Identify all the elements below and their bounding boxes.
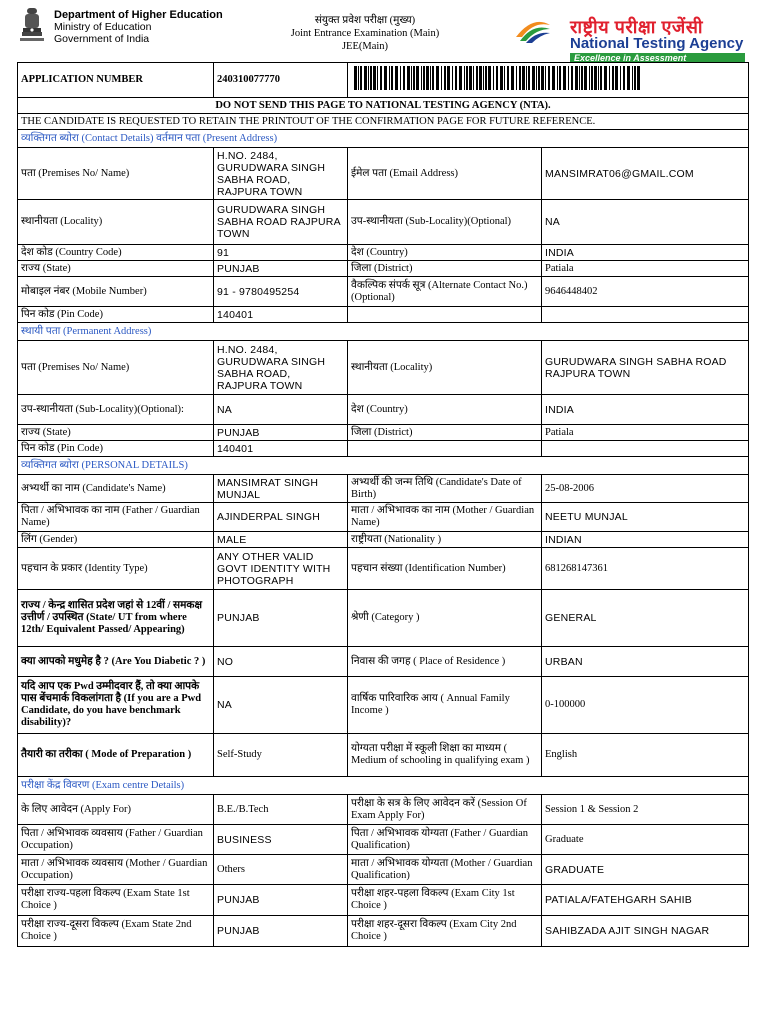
table-row bbox=[18, 307, 749, 323]
barcode-bar bbox=[464, 66, 465, 90]
exam-title-english: Joint Entrance Examination (Main) bbox=[290, 28, 440, 39]
barcode-bar bbox=[360, 66, 362, 90]
field-value: NA bbox=[214, 395, 348, 425]
field-value: AJINDERPAL SINGH bbox=[214, 503, 348, 532]
field-label: देश (Country) bbox=[348, 245, 542, 261]
barcode-bar bbox=[545, 66, 546, 90]
field-label: लिंग (Gender) bbox=[18, 532, 214, 548]
field-value: Graduate bbox=[542, 825, 749, 855]
barcode-bar bbox=[358, 66, 359, 90]
field-label: पिन कोड (Pin Code) bbox=[18, 441, 214, 457]
warning-text: DO NOT SEND THIS PAGE TO NATIONAL TESTING AGENCY (NTA). bbox=[18, 98, 749, 114]
field-label: पिता / अभिभावक व्यवसाय (Father / Guardian Occupation) bbox=[18, 825, 214, 855]
field-label: योग्यता परीक्षा में स्कूली शिक्षा का माध्यम ( Medium of schooling in qualifying exam ) bbox=[348, 734, 542, 777]
field-label: जिला (District) bbox=[348, 425, 542, 441]
field-label: परीक्षा शहर-दूसरा विकल्प (Exam City 2nd Choice ) bbox=[348, 916, 542, 947]
barcode-bar bbox=[552, 66, 555, 90]
barcode-bar bbox=[459, 66, 462, 90]
field-value: MANSIMRAT06@GMAIL.COM bbox=[542, 148, 749, 200]
table-row bbox=[18, 855, 749, 885]
field-value: INDIA bbox=[542, 245, 749, 261]
barcode-bar bbox=[493, 66, 494, 90]
field-value bbox=[214, 341, 348, 395]
field-label: माता / अभिभावक योग्यता (Mother / Guardian Qualification) bbox=[348, 855, 542, 885]
barcode-bar bbox=[598, 66, 599, 90]
field-value bbox=[214, 148, 348, 200]
field-label: पिता / अभिभावक योग्यता (Father / Guardian Qualification) bbox=[348, 825, 542, 855]
field-value: GRADUATE bbox=[542, 855, 749, 885]
barcode-bar bbox=[426, 66, 429, 90]
field-value: 140401 bbox=[214, 441, 348, 457]
table-row bbox=[18, 200, 749, 245]
agency-tagline: Excellence in Assessment bbox=[570, 53, 745, 63]
section-exam-centre: परीक्षा केंद्र विवरण (Exam centre Details) bbox=[18, 777, 749, 795]
table-row bbox=[18, 734, 749, 777]
barcode-image bbox=[352, 65, 644, 91]
nta-logo-icon bbox=[514, 15, 552, 45]
barcode-cell bbox=[348, 63, 749, 98]
barcode-bar bbox=[538, 66, 540, 90]
barcode-bar bbox=[632, 66, 633, 90]
barcode-bar bbox=[436, 66, 439, 90]
field-value: B.E./B.Tech bbox=[214, 795, 348, 825]
field-value: Patiala bbox=[542, 425, 749, 441]
barcode-bar bbox=[496, 66, 498, 90]
nta-wordmark bbox=[570, 18, 745, 63]
government-name: Government of India bbox=[54, 33, 150, 45]
barcode-bar bbox=[444, 66, 446, 90]
field-label: मोबाइल नंबर (Mobile Number) bbox=[18, 277, 214, 307]
barcode-bar bbox=[526, 66, 527, 90]
barcode-bar bbox=[571, 66, 573, 90]
barcode-bar bbox=[413, 66, 415, 90]
ministry-name: Ministry of Education bbox=[54, 21, 152, 33]
barcode-bar bbox=[389, 66, 390, 90]
field-label: परीक्षा राज्य-पहला विकल्प (Exam State 1st Choice ) bbox=[18, 885, 214, 916]
table-row bbox=[18, 148, 749, 200]
agency-name-english: National Testing Agency bbox=[570, 35, 744, 52]
barcode-bar bbox=[579, 66, 580, 90]
field-value: 140401 bbox=[214, 307, 348, 323]
ministry-block bbox=[54, 9, 223, 45]
field-label: पिन कोड (Pin Code) bbox=[18, 307, 214, 323]
field-value: NA bbox=[214, 677, 348, 734]
field-label: परीक्षा शहर-पहला विकल्प (Exam City 1st Choice ) bbox=[348, 885, 542, 916]
section-personal-details: व्यक्तिगत ब्योरा (PERSONAL DETAILS) bbox=[18, 457, 749, 475]
barcode-bar bbox=[469, 66, 472, 90]
barcode-bar bbox=[568, 66, 569, 90]
field-value: SAHIBZADA AJIT SINGH NAGAR bbox=[542, 916, 749, 947]
field-label: परीक्षा के सत्र के लिए आवेदन करें (Session Of Exam Apply For) bbox=[348, 795, 542, 825]
barcode-bar bbox=[612, 66, 614, 90]
barcode-bar bbox=[516, 66, 517, 90]
field-label: ईमेल पता (Email Address) bbox=[348, 148, 542, 200]
field-label: निवास की जगह ( Place of Residence ) bbox=[348, 647, 542, 677]
barcode-bar bbox=[575, 66, 578, 90]
field-label: स्थानीयता (Locality) bbox=[348, 341, 542, 395]
barcode-bar bbox=[395, 66, 398, 90]
confirmation-table bbox=[17, 62, 749, 947]
field-value: NA bbox=[542, 200, 749, 245]
field-value: 681268147361 bbox=[542, 548, 749, 590]
barcode-bar bbox=[466, 66, 468, 90]
retain-notice: THE CANDIDATE IS REQUESTED TO RETAIN THE PRINTOUT OF THE CONFIRMATION PAGE FOR FUTURE REFERENCE. bbox=[18, 114, 749, 130]
field-label: के लिए आवेदन (Apply For) bbox=[18, 795, 214, 825]
barcode-bar bbox=[391, 66, 393, 90]
table-row bbox=[18, 341, 749, 395]
barcode-bar bbox=[400, 66, 401, 90]
application-number-row bbox=[18, 63, 749, 98]
section-permanent-address: स्थायी पता (Permanent Address) bbox=[18, 323, 749, 341]
table-row bbox=[18, 795, 749, 825]
field-value: NEETU MUNJAL bbox=[542, 503, 749, 532]
address-line: GURUDWARA SINGH bbox=[217, 161, 326, 174]
application-number-value: 240310077770 bbox=[214, 63, 348, 98]
address-line: SABHA ROAD, bbox=[217, 173, 291, 186]
barcode-bar bbox=[483, 66, 484, 90]
barcode-bar bbox=[403, 66, 405, 90]
field-label: पहचान संख्या (Identification Number) bbox=[348, 548, 542, 590]
barcode-bar bbox=[604, 66, 607, 90]
barcode-bar bbox=[591, 66, 593, 90]
barcode-bar bbox=[507, 66, 509, 90]
barcode-bar bbox=[423, 66, 425, 90]
barcode-bar bbox=[511, 66, 514, 90]
barcode-bar bbox=[407, 66, 410, 90]
field-label: तैयारी का तरीका ( Mode of Preparation ) bbox=[18, 734, 214, 777]
address-line: H.NO. 2484, bbox=[217, 149, 278, 162]
barcode-bar bbox=[432, 66, 434, 90]
field-value: GURUDWARA SINGH SABHA ROAD RAJPURA TOWN bbox=[214, 200, 348, 245]
field-value: GENERAL bbox=[542, 590, 749, 647]
address-line: SABHA ROAD, bbox=[217, 367, 291, 380]
field-label: वैकल्पिक संपर्क सूत्र (Alternate Contact No.) (Optional) bbox=[348, 277, 542, 307]
table-row bbox=[18, 395, 749, 425]
barcode-bar bbox=[504, 66, 505, 90]
barcode-bar bbox=[476, 66, 478, 90]
barcode-bar bbox=[421, 66, 422, 90]
field-label: स्थानीयता (Locality) bbox=[18, 200, 214, 245]
field-value: Session 1 & Session 2 bbox=[542, 795, 749, 825]
barcode-bar bbox=[430, 66, 431, 90]
field-label: यदि आप एक Pwd उम्मीदवार हैं, तो क्या आपके पास बेंचमार्क विकलांगता है (If you are a Pwd Candidate, do you have benchmark disability)? bbox=[18, 677, 214, 734]
barcode-bar bbox=[416, 66, 419, 90]
barcode-bar bbox=[532, 66, 535, 90]
field-value: MANSIMRAT SINGH MUNJAL bbox=[214, 475, 348, 503]
field-value: Self-Study bbox=[214, 734, 348, 777]
address-line: H.NO. 2484, bbox=[217, 343, 278, 356]
field-value: PATIALA/FATEHGARH SAHIB bbox=[542, 885, 749, 916]
barcode-bar bbox=[634, 66, 636, 90]
barcode-bar bbox=[584, 66, 587, 90]
field-value: English bbox=[542, 734, 749, 777]
barcode-bar bbox=[559, 66, 561, 90]
field-label: पता (Premises No/ Name) bbox=[18, 148, 214, 200]
barcode-bar bbox=[373, 66, 376, 90]
field-value: BUSINESS bbox=[214, 825, 348, 855]
table-row bbox=[18, 261, 749, 277]
table-row bbox=[18, 677, 749, 734]
barcode-bar bbox=[600, 66, 602, 90]
barcode-bar bbox=[536, 66, 537, 90]
field-value: URBAN bbox=[542, 647, 749, 677]
barcode-bar bbox=[455, 66, 457, 90]
barcode-bar bbox=[609, 66, 610, 90]
barcode-bar bbox=[620, 66, 621, 90]
table-row bbox=[18, 825, 749, 855]
barcode-bar bbox=[485, 66, 487, 90]
application-number-label: APPLICATION NUMBER bbox=[18, 63, 214, 98]
field-label: वार्षिक पारिवारिक आय ( Annual Family Income ) bbox=[348, 677, 542, 734]
field-label: राज्य (State) bbox=[18, 425, 214, 441]
field-label: जिला (District) bbox=[348, 261, 542, 277]
field-value: MALE bbox=[214, 532, 348, 548]
table-row bbox=[18, 532, 749, 548]
field-label: राज्य (State) bbox=[18, 261, 214, 277]
address-line: RAJPURA TOWN bbox=[217, 185, 303, 198]
barcode-bar bbox=[519, 66, 521, 90]
table-row bbox=[18, 277, 749, 307]
table-row bbox=[18, 245, 749, 261]
field-label: उप-स्थानीयता (Sub-Locality)(Optional): bbox=[18, 395, 214, 425]
barcode-bar bbox=[447, 66, 450, 90]
barcode-bar bbox=[581, 66, 583, 90]
barcode-bar bbox=[380, 66, 382, 90]
field-label: पिता / अभिभावक का नाम (Father / Guardian Name) bbox=[18, 503, 214, 532]
barcode-bar bbox=[368, 66, 369, 90]
empty-cell bbox=[348, 441, 542, 457]
empty-cell bbox=[542, 307, 749, 323]
field-value: PUNJAB bbox=[214, 590, 348, 647]
barcode-bar bbox=[594, 66, 597, 90]
empty-cell bbox=[542, 441, 749, 457]
barcode-bar bbox=[500, 66, 503, 90]
field-value: 91 - 9780495254 bbox=[214, 277, 348, 307]
barcode-bar bbox=[623, 66, 625, 90]
barcode-bar bbox=[589, 66, 590, 90]
field-label: पता (Premises No/ Name) bbox=[18, 341, 214, 395]
field-value: 0-100000 bbox=[542, 677, 749, 734]
field-value: PUNJAB bbox=[214, 425, 348, 441]
field-label: पहचान के प्रकार (Identity Type) bbox=[18, 548, 214, 590]
table-row bbox=[18, 503, 749, 532]
field-label: राष्ट्रीयता (Nationality ) bbox=[348, 532, 542, 548]
field-label: राज्य / केन्द्र शासित प्रदेश जहां से 12वीं / समकक्ष उत्तीर्ण / उपस्थित (State/ UT from where 12th/ Equivalent Passed/ Appearing) bbox=[18, 590, 214, 647]
barcode-bar bbox=[411, 66, 412, 90]
barcode-bar bbox=[563, 66, 566, 90]
barcode-bar bbox=[441, 66, 442, 90]
table-row bbox=[18, 590, 749, 647]
field-label: देश (Country) bbox=[348, 395, 542, 425]
field-value: NO bbox=[214, 647, 348, 677]
barcode-bar bbox=[488, 66, 491, 90]
barcode-bar bbox=[452, 66, 453, 90]
field-label: क्या आपको मधुमेह है ? (Are You Diabetic ? ) bbox=[18, 647, 214, 677]
field-value: INDIA bbox=[542, 395, 749, 425]
national-emblem-icon bbox=[18, 6, 46, 46]
field-label: देश कोड (Country Code) bbox=[18, 245, 214, 261]
exam-short-name: JEE(Main) bbox=[341, 41, 389, 52]
field-label: अभ्यर्थी का नाम (Candidate's Name) bbox=[18, 475, 214, 503]
table-row bbox=[18, 885, 749, 916]
page-header bbox=[0, 0, 768, 62]
barcode-bar bbox=[384, 66, 387, 90]
dept-name: Department of Higher Education bbox=[54, 9, 223, 21]
table-row bbox=[18, 425, 749, 441]
barcode-bar bbox=[637, 66, 640, 90]
table-row bbox=[18, 916, 749, 947]
field-value: 25-08-2006 bbox=[542, 475, 749, 503]
field-value: 9646448402 bbox=[542, 277, 749, 307]
barcode-bar bbox=[479, 66, 482, 90]
barcode-bar bbox=[377, 66, 378, 90]
field-value: 91 bbox=[214, 245, 348, 261]
barcode-bar bbox=[522, 66, 525, 90]
barcode-bar bbox=[370, 66, 372, 90]
field-value: Patiala bbox=[542, 261, 749, 277]
address-line: GURUDWARA SINGH bbox=[217, 355, 326, 368]
field-value: PUNJAB bbox=[214, 885, 348, 916]
barcode-bar bbox=[473, 66, 474, 90]
table-row bbox=[18, 475, 749, 503]
field-label: श्रेणी (Category ) bbox=[348, 590, 542, 647]
field-value: PUNJAB bbox=[214, 261, 348, 277]
barcode-bar bbox=[615, 66, 618, 90]
barcode-bar bbox=[528, 66, 530, 90]
field-label: माता / अभिभावक का नाम (Mother / Guardian Name) bbox=[348, 503, 542, 532]
table-row bbox=[18, 441, 749, 457]
field-value: GURUDWARA SINGH SABHA ROAD RAJPURA TOWN bbox=[542, 341, 749, 395]
field-value: ANY OTHER VALID GOVT IDENTITY WITH PHOTOGRAPH bbox=[214, 548, 348, 590]
agency-name-hindi: राष्ट्रीय परीक्षा एजेंसी bbox=[570, 17, 704, 37]
field-label: उप-स्थानीयता (Sub-Locality)(Optional) bbox=[348, 200, 542, 245]
field-value: INDIAN bbox=[542, 532, 749, 548]
section-present-address: व्यक्तिगत ब्योरा (Contact Details) वर्तमान पता (Present Address) bbox=[18, 130, 749, 148]
field-label: परीक्षा राज्य-दूसरा विकल्प (Exam State 2nd Choice ) bbox=[18, 916, 214, 947]
barcode-bar bbox=[354, 66, 357, 90]
barcode-bar bbox=[627, 66, 630, 90]
barcode-bar bbox=[557, 66, 558, 90]
table-row bbox=[18, 548, 749, 590]
barcode-bar bbox=[364, 66, 367, 90]
field-label: अभ्यर्थी की जन्म तिथि (Candidate's Date of Birth) bbox=[348, 475, 542, 503]
table-row bbox=[18, 647, 749, 677]
field-value: Others bbox=[214, 855, 348, 885]
address-line: RAJPURA TOWN bbox=[217, 379, 303, 392]
field-value: PUNJAB bbox=[214, 916, 348, 947]
field-label: माता / अभिभावक व्यवसाय (Mother / Guardian Occupation) bbox=[18, 855, 214, 885]
exam-title bbox=[250, 14, 480, 53]
exam-title-hindi: संयुक्त प्रवेश परीक्षा (मुख्य) bbox=[314, 15, 416, 26]
barcode-bar bbox=[548, 66, 550, 90]
empty-cell bbox=[348, 307, 542, 323]
barcode-bar bbox=[541, 66, 544, 90]
